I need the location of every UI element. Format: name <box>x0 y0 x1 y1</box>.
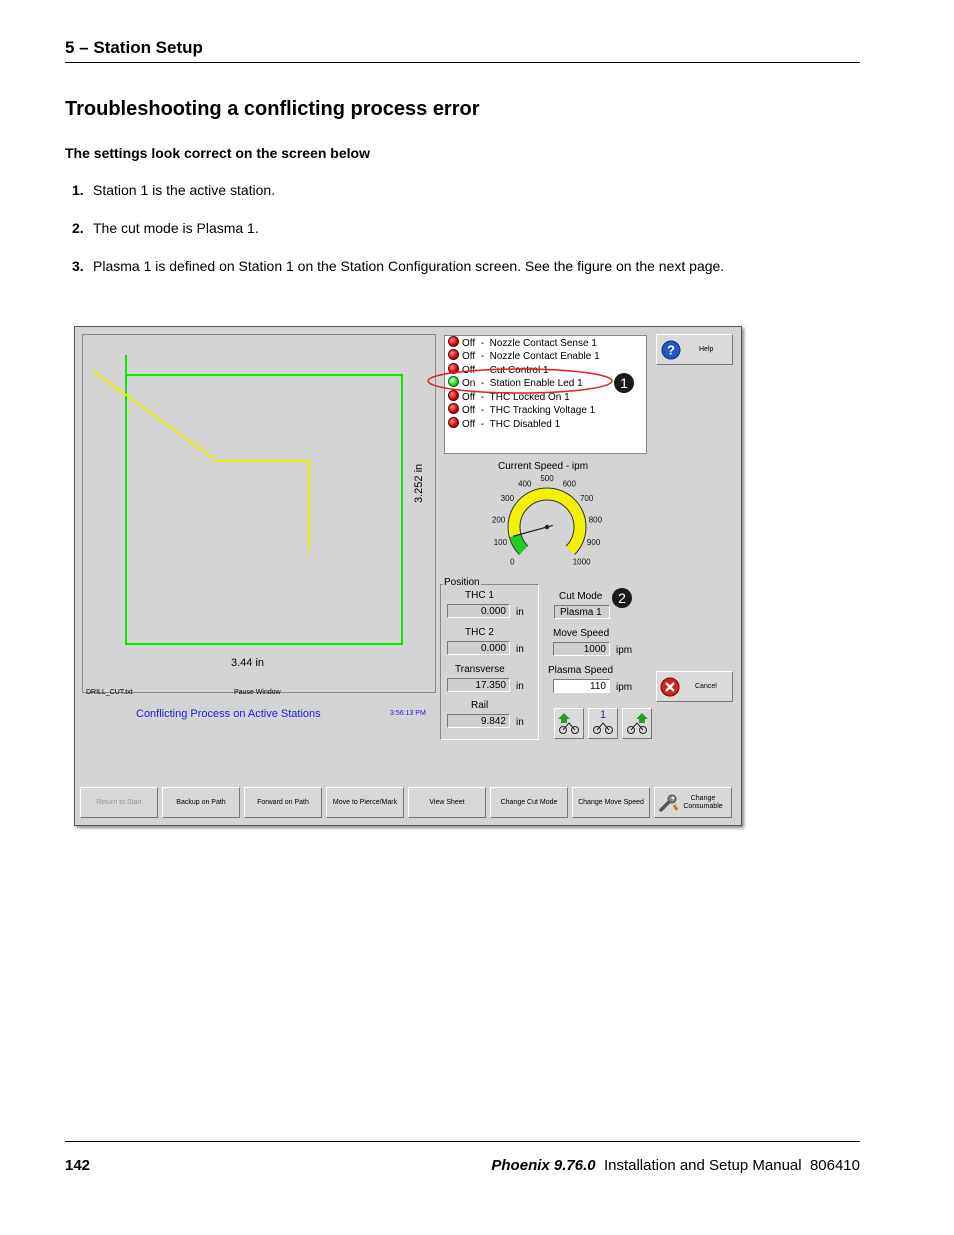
station-prev-button[interactable] <box>554 708 584 739</box>
led-row: Off - Cut Control 1 <box>448 363 549 376</box>
transverse-field: 17.350 <box>447 678 510 692</box>
station-lower-icon <box>623 709 651 738</box>
part-shape <box>83 335 435 692</box>
cut-mode-field: Plasma 1 <box>554 605 610 619</box>
gauge-tick-label: 1000 <box>572 557 591 567</box>
help-button[interactable] <box>656 334 733 365</box>
backup-on-path-button[interactable]: Backup on Path <box>162 787 240 818</box>
led-indicator-icon <box>448 349 459 360</box>
thc1-field: 0.000 <box>447 604 510 618</box>
callout-1: 1 <box>614 373 634 393</box>
led-indicator-icon <box>448 417 459 428</box>
help-icon <box>661 340 681 360</box>
gauge-tick-label: 800 <box>588 515 603 525</box>
subheading: The settings look correct on the screen below <box>65 145 370 161</box>
station-number: 1 <box>600 709 607 721</box>
header-rule <box>65 62 860 63</box>
gauge-tick-label: 200 <box>491 515 506 525</box>
thc1-label: THC 1 <box>465 590 494 601</box>
return-to-start-button[interactable]: Return to Start <box>80 787 158 818</box>
step-2: 2. The cut mode is Plasma 1. <box>72 220 259 236</box>
plasma-speed-input[interactable]: 110 <box>553 679 610 693</box>
callout-2: 2 <box>612 588 632 608</box>
part-preview-canvas <box>82 334 436 696</box>
move-speed-field: 1000 <box>553 642 610 656</box>
width-dimension: 3.44 in <box>231 657 265 669</box>
gauge-tick-label: 500 <box>540 474 554 483</box>
cancel-label: Cancel <box>695 683 717 690</box>
gauge-tick-label: 100 <box>493 538 508 548</box>
rail-field: 9.842 <box>447 714 510 728</box>
station-next-button[interactable] <box>622 708 652 739</box>
section-header: 5 – Station Setup <box>65 38 203 57</box>
cancel-button[interactable] <box>656 671 733 702</box>
gauge-tick-label: 600 <box>562 479 576 489</box>
led-row: Off - THC Disabled 1 <box>448 417 560 430</box>
status-time: 3:56:13 PM <box>390 710 426 717</box>
station-select-button[interactable] <box>588 708 618 739</box>
window-label: Pause Window <box>234 689 281 696</box>
gauge-tick-label: 300 <box>500 494 515 504</box>
step-3: 3. Plasma 1 is defined on Station 1 on the Station Configuration screen. See the figure on the next page. <box>72 258 725 274</box>
gauge-tick-label: 400 <box>518 479 532 489</box>
led-indicator-icon <box>448 403 459 414</box>
move-speed-label: Move Speed <box>553 628 610 639</box>
transverse-unit: in <box>516 681 524 692</box>
led-row: Off - THC Tracking Voltage 1 <box>448 403 595 416</box>
gauge-tick-label: 700 <box>579 494 594 504</box>
page-title: Troubleshooting a conflicting process error <box>65 98 480 120</box>
phoenix-screen <box>74 326 742 826</box>
page-number: 142 <box>65 1157 91 1174</box>
led-row: Off - Nozzle Contact Sense 1 <box>448 336 597 349</box>
wrench-icon <box>658 793 678 813</box>
status-message: Conflicting Process on Active Stations <box>136 708 321 720</box>
footer-doc: Phoenix 9.76.0 Installation and Setup Manual 806410 <box>491 1157 860 1174</box>
gauge-tick-label: 900 <box>586 538 601 548</box>
move-speed-unit: ipm <box>616 645 633 656</box>
plasma-speed-unit: ipm <box>616 682 633 693</box>
gauge-title: Current Speed - ipm <box>498 461 589 472</box>
position-title: Position <box>444 577 480 588</box>
height-dimension: 3.252 in <box>413 463 425 503</box>
transverse-label: Transverse <box>455 664 505 675</box>
led-row: On - Station Enable Led 1 <box>448 376 583 389</box>
rail-unit: in <box>516 717 524 728</box>
rail-label: Rail <box>471 700 489 711</box>
highlight-ellipse <box>425 367 615 395</box>
thc2-field: 0.000 <box>447 641 510 655</box>
filename: DRILL_CUT.txt <box>86 689 133 696</box>
move-to-pierce-button[interactable]: Move to Pierce/Mark <box>326 787 404 818</box>
change-consumable-label: Change Consumable <box>683 794 723 810</box>
led-row: Off - Nozzle Contact Enable 1 <box>448 349 600 362</box>
thc2-unit: in <box>516 644 524 655</box>
view-sheet-button[interactable]: View Sheet <box>408 787 486 818</box>
plasma-speed-label: Plasma Speed <box>548 665 614 676</box>
change-consumable-button[interactable] <box>654 787 732 818</box>
gauge-tick-label: 0 <box>510 557 515 567</box>
thc1-unit: in <box>516 607 524 618</box>
forward-on-path-button[interactable]: Forward on Path <box>244 787 322 818</box>
footer-rule <box>65 1141 860 1142</box>
station-lift-icon <box>555 709 583 738</box>
cut-mode-label: Cut Mode <box>559 591 603 602</box>
led-indicator-icon <box>448 336 459 347</box>
speed-gauge <box>485 467 625 577</box>
thc2-label: THC 2 <box>465 627 494 638</box>
step-1: 1. Station 1 is the active station. <box>72 182 276 198</box>
led-row: Off - THC Locked On 1 <box>448 390 570 403</box>
help-label: Help <box>699 346 714 353</box>
change-move-speed-button[interactable]: Change Move Speed <box>572 787 650 818</box>
cancel-icon <box>660 677 680 697</box>
change-cut-mode-button[interactable]: Change Cut Mode <box>490 787 568 818</box>
svg-text:?: ? <box>667 342 675 358</box>
